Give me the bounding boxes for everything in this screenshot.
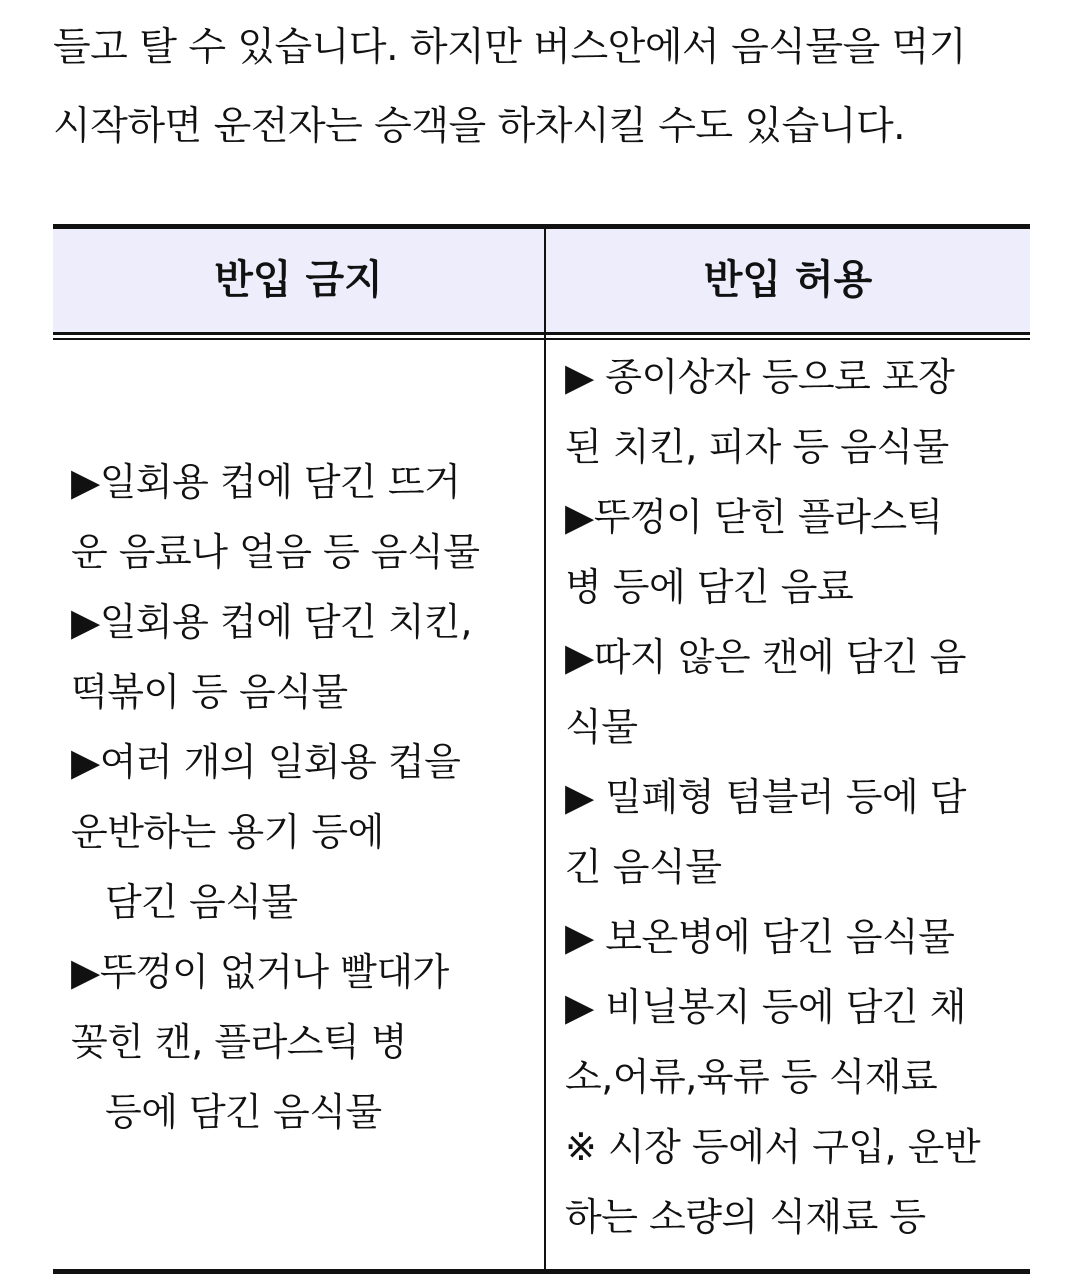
allowed-line: ▶따지 않은 캔에 담긴 음	[565, 635, 966, 679]
prohibited-line: ▶여러 개의 일회용 컵을	[71, 740, 461, 784]
prohibited-line: 담긴 음식물	[105, 880, 298, 924]
allowed-line: 식물	[565, 705, 638, 749]
intro-line: 시작하면 운전자는 승객을 하차시킬 수도 있습니다.	[53, 104, 906, 149]
allowed-line: 된 치킨, 피자 등 음식물	[565, 425, 949, 469]
column-divider	[544, 229, 546, 1269]
header-double-rule-lower	[53, 338, 1030, 340]
food-carry-on-table	[53, 224, 1030, 1276]
prohibited-line: 운반하는 용기 등에	[71, 810, 384, 854]
prohibited-line: 꽂힌 캔, 플라스틱 병	[71, 1020, 407, 1064]
allowed-line: ▶ 비닐봉지 등에 담긴 채	[565, 985, 966, 1029]
table-bottom-rule	[53, 1269, 1030, 1274]
header-double-rule-upper	[53, 332, 1030, 335]
allowed-line: 하는 소량의 식재료 등	[565, 1195, 926, 1239]
prohibited-line: ▶일회용 컵에 담긴 치킨,	[71, 600, 472, 644]
intro-line: 들고 탈 수 있습니다. 하지만 버스안에서 음식물을 먹기	[53, 25, 967, 70]
allowed-line: 긴 음식물	[565, 845, 722, 889]
allowed-items-cell	[565, 342, 1025, 1252]
prohibited-line: 운 음료나 얼음 등 음식물	[71, 530, 480, 574]
allowed-line: ▶ 보온병에 담긴 음식물	[565, 915, 955, 959]
header-prohibited: 반입 금지	[214, 257, 383, 303]
header-allowed: 반입 허용	[703, 257, 873, 303]
prohibited-items-cell	[71, 447, 531, 1147]
allowed-line: 병 등에 담긴 음료	[565, 565, 854, 609]
intro-paragraph	[53, 8, 1043, 166]
allowed-line: ※ 시장 등에서 구입, 운반	[565, 1125, 981, 1169]
prohibited-line: ▶일회용 컵에 담긴 뜨거	[71, 460, 461, 504]
prohibited-line: 등에 담긴 음식물	[105, 1090, 382, 1134]
prohibited-line: 떡볶이 등 음식물	[71, 670, 348, 714]
allowed-line: ▶뚜껑이 닫힌 플라스틱	[565, 495, 943, 539]
allowed-line: 소,어류,육류 등 식재료	[565, 1055, 938, 1099]
allowed-line: ▶ 밀폐형 텀블러 등에 담	[565, 775, 966, 819]
allowed-line: ▶ 종이상자 등으로 포장	[565, 355, 955, 399]
prohibited-line: ▶뚜껑이 없거나 빨대가	[71, 950, 449, 994]
